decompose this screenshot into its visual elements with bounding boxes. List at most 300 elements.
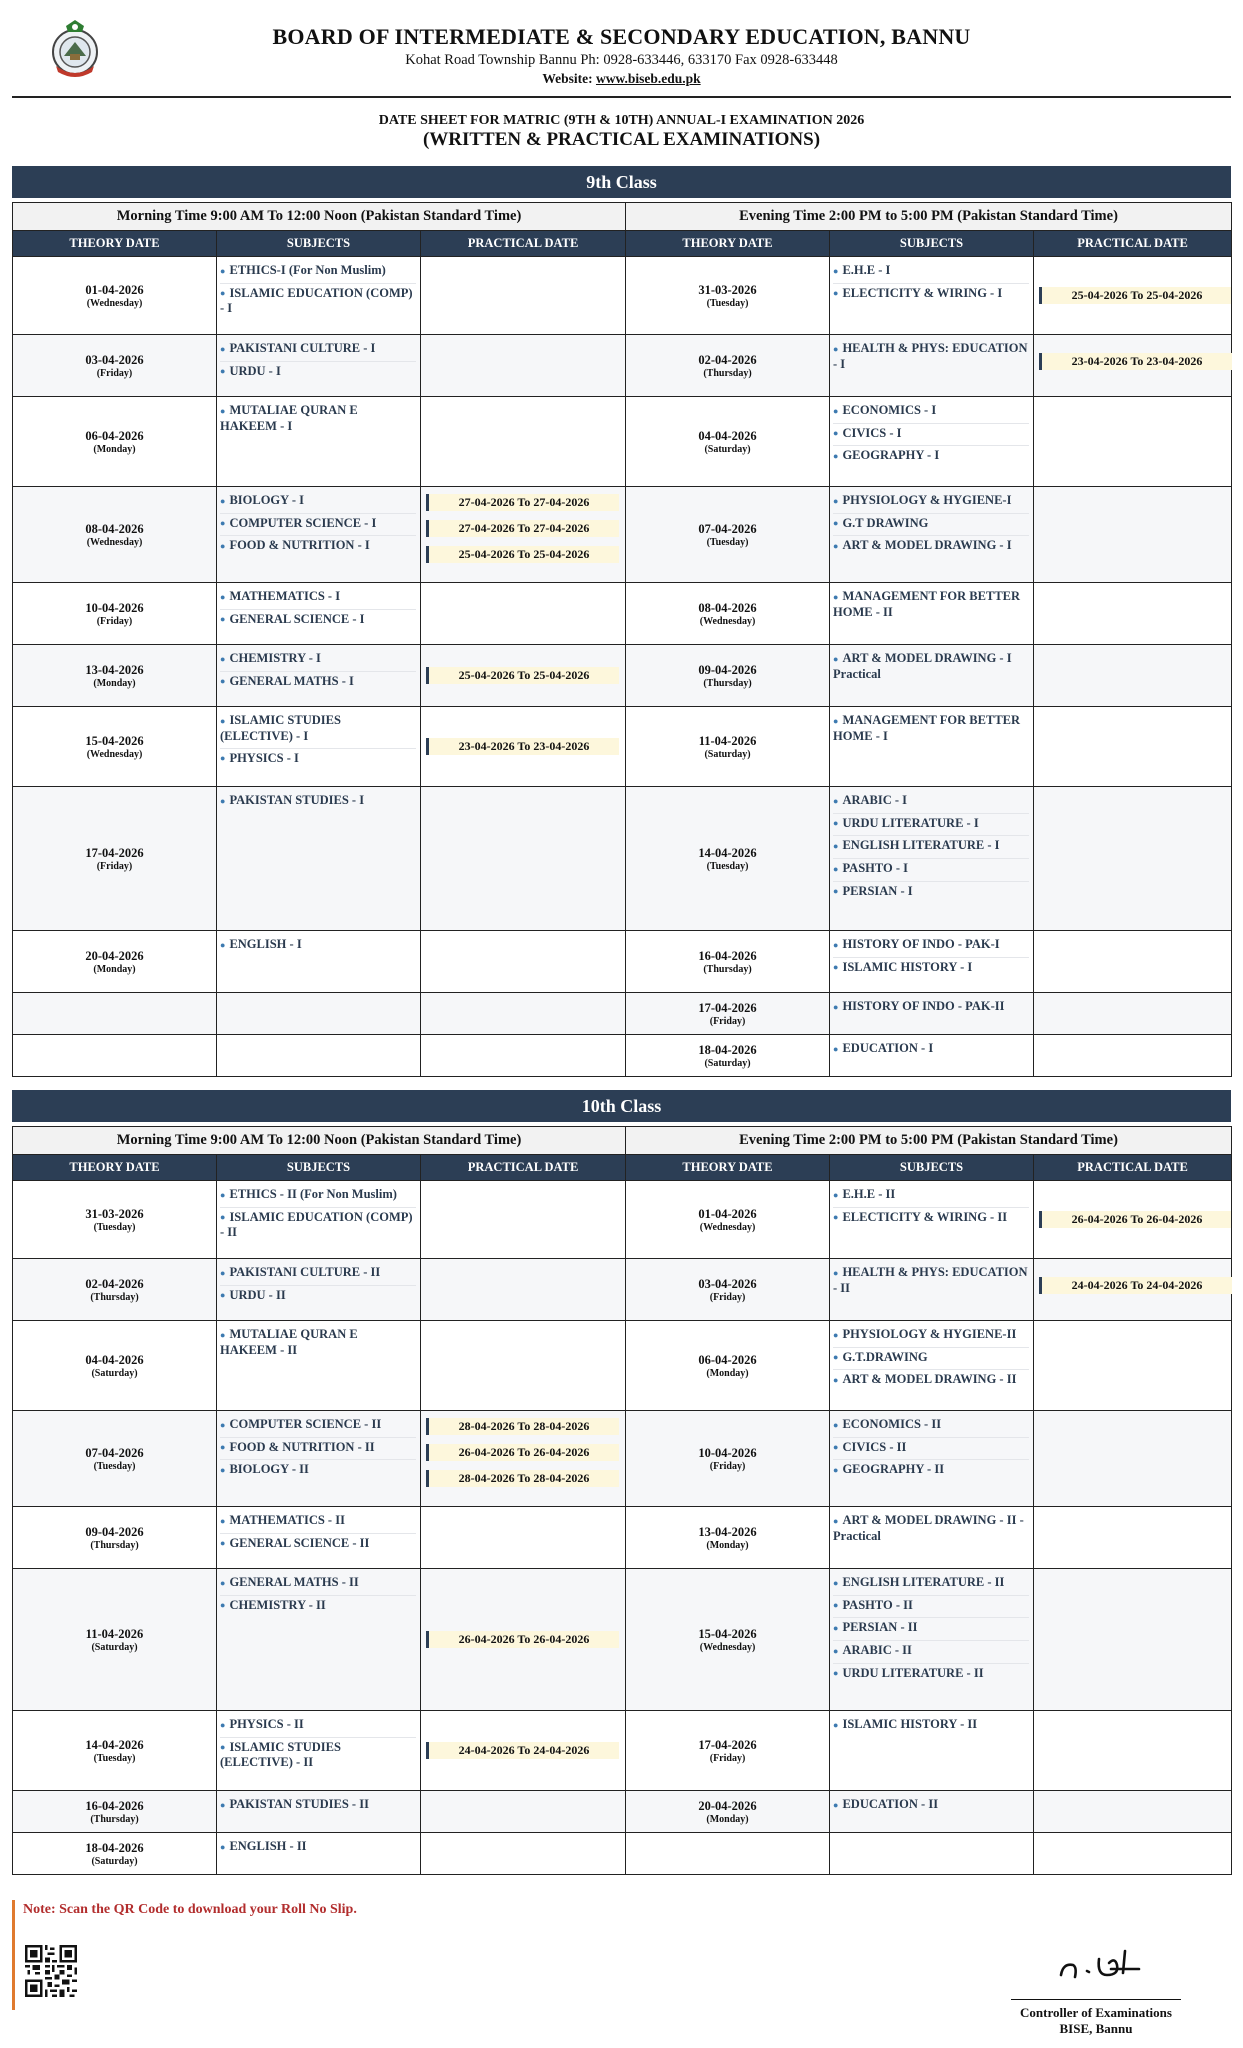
evening-subjects-cell [830,1791,1034,1833]
subject-item [220,672,416,694]
morning-theory-date-cell [13,583,217,645]
class-banner: 10th Class [12,1090,1231,1122]
practical-date-badge: 25-04-2026 To 25-04-2026 [426,667,619,684]
evening-practical-date-cell [1034,1711,1232,1791]
subject-item [833,1511,1029,1548]
subject-name: BIOLOGY - II [229,1462,309,1477]
theory-day: (Saturday) [91,1641,138,1653]
theory-day: (Saturday) [704,748,751,760]
theory-date: 16-04-2026 [698,948,757,963]
bullet-dot-icon: ● [833,518,839,529]
morning-theory-date-cell [13,1181,217,1259]
theory-date: 04-04-2026 [85,1352,144,1367]
subject-name: PAKISTANI CULTURE - I [229,341,376,355]
practical-date-badge: 27-04-2026 To 27-04-2026 [426,520,619,537]
bullet-dot-icon: ● [833,1515,839,1526]
theory-day: (Wednesday) [699,1641,756,1653]
theory-date: 14-04-2026 [698,845,757,860]
bullet-dot-icon: ● [833,591,839,602]
evening-theory-date-cell [626,583,830,645]
subject-item [833,1596,1029,1619]
bullet-dot-icon: ● [833,1001,839,1012]
theory-date: 18-04-2026 [85,1840,144,1855]
subject-item [833,491,1029,514]
session-row [13,203,1232,231]
signature-block [811,1925,1231,2045]
evening-subjects-cell [830,993,1034,1035]
practical-line [424,520,622,546]
bullet-dot-icon: ● [220,1267,226,1278]
page-footer [12,1900,1231,2045]
theory-day: (Friday) [96,860,133,872]
theory-date: 03-04-2026 [85,352,144,367]
practical-date-badge: 28-04-2026 To 28-04-2026 [426,1470,619,1487]
morning-subjects-cell [217,1569,421,1711]
date-sheet-table [12,1126,1232,1875]
theory-date: 14-04-2026 [85,1737,144,1752]
subject-item [833,1715,1029,1737]
subject-item [220,284,416,321]
subject-item [833,401,1029,424]
bullet-dot-icon: ● [833,495,839,506]
morning-theory-date-cell [13,993,217,1035]
morning-practical-date-cell [421,1181,626,1259]
evening-practical-date-cell [1034,583,1232,645]
subject-item [833,284,1029,306]
morning-practical-date-cell [421,257,626,335]
subject-item [220,1511,416,1534]
subject-name: GEOGRAPHY - II [842,1462,945,1477]
subject-name: URDU - I [229,363,281,378]
subject-name: ECONOMICS - I [842,403,937,417]
subject-name: MANAGEMENT FOR BETTER HOME - I [833,713,1021,743]
morning-theory-date-cell [13,1507,217,1569]
subject-item [220,935,416,957]
bullet-dot-icon: ● [220,1538,226,1549]
theory-day: (Friday) [709,1752,746,1764]
subject-item [220,1415,416,1438]
subject-item [220,649,416,672]
evening-subjects-cell [830,487,1034,583]
subject-item [833,1664,1029,1686]
morning-theory-date-cell [13,1833,217,1875]
morning-theory-date-cell [13,1791,217,1833]
subject-item [220,1263,416,1286]
subject-name: ECONOMICS - II [842,1417,942,1431]
theory-date: 13-04-2026 [85,662,144,677]
theory-date: 09-04-2026 [698,662,757,677]
evening-practical-date-cell [1034,787,1232,931]
subject-name: CHEMISTRY - I [229,651,321,665]
theory-day: (Wednesday) [86,748,143,760]
practical-date-badge: 24-04-2026 To 24-04-2026 [426,1742,619,1759]
morning-theory-date-cell [13,787,217,931]
subject-item [833,1438,1029,1461]
subject-name: ART & MODEL DRAWING - II [842,1372,1017,1387]
subject-name: HISTORY OF INDO - PAK-I [842,937,1000,951]
subject-name: ARABIC - I [842,793,908,807]
theory-day: (Thursday) [90,1539,139,1551]
bullet-dot-icon: ● [220,1515,226,1526]
theory-day: (Friday) [96,615,133,627]
subject-item [220,536,416,558]
bullet-dot-icon: ● [220,591,226,602]
morning-theory-header: THEORY DATE [13,231,217,257]
subject-name: MATHEMATICS - II [229,1513,345,1527]
evening-theory-date-cell [626,1411,830,1507]
morning-theory-date-cell [13,1321,217,1411]
evening-subjects-cell [830,707,1034,787]
subject-item [833,1208,1029,1230]
evening-theory-date-cell [626,1181,830,1259]
theory-day: (Monday) [706,1539,749,1551]
subject-item [220,261,416,284]
theory-day: (Monday) [706,1813,749,1825]
subject-name: URDU - II [229,1287,286,1302]
subject-name: ART & MODEL DRAWING - I [842,538,1012,553]
table-row [13,1411,1232,1507]
subject-item [220,1286,416,1308]
theory-date: 17-04-2026 [698,1000,757,1015]
evening-theory-date-cell [626,1259,830,1321]
subject-name: GEOGRAPHY - I [842,448,940,463]
column-header-row [13,1155,1232,1181]
subject-item [220,1208,416,1245]
subject-item [833,424,1029,447]
morning-subjects-header: SUBJECTS [217,1155,421,1181]
bullet-dot-icon: ● [220,653,226,664]
page-header [0,0,1243,96]
morning-subjects-cell [217,931,421,993]
bullet-dot-icon: ● [220,518,226,529]
bullet-dot-icon: ● [220,676,226,687]
evening-subjects-cell [830,1411,1034,1507]
bullet-dot-icon: ● [220,288,226,299]
subject-item [220,401,416,438]
bullet-dot-icon: ● [220,1290,226,1301]
evening-practical-date-cell [1034,1321,1232,1411]
bullet-dot-icon: ● [833,450,839,461]
subject-name: ETHICS-I (For Non Muslim) [229,263,386,277]
subject-item [220,1738,416,1775]
bullet-dot-icon: ● [220,1329,226,1340]
bullet-dot-icon: ● [833,863,839,874]
theory-date: 13-04-2026 [698,1524,757,1539]
evening-practical-date-cell [1034,1507,1232,1569]
morning-subjects-cell [217,1507,421,1569]
subject-item [833,261,1029,284]
evening-practical-date-cell [1034,931,1232,993]
morning-subjects-header: SUBJECTS [217,231,421,257]
evening-practical-date-cell [1034,487,1232,583]
session-row [13,1127,1232,1155]
evening-theory-date-cell [626,707,830,787]
evening-theory-date-cell [626,1035,830,1077]
evening-practical-date-cell [1034,335,1232,397]
subject-name: ELECTICITY & WIRING - I [842,285,1003,300]
bullet-dot-icon: ● [833,962,839,973]
bullet-dot-icon: ● [220,540,226,551]
theory-date: 07-04-2026 [85,1445,144,1460]
bullet-dot-icon: ● [833,405,839,416]
morning-theory-date-cell [13,645,217,707]
subject-item [220,1460,416,1482]
evening-practical-date-cell [1034,1035,1232,1077]
bullet-dot-icon: ● [833,1212,839,1223]
table-row [13,787,1232,931]
bullet-dot-icon: ● [220,343,226,354]
table-row [13,1035,1232,1077]
practical-date-badge: 23-04-2026 To 23-04-2026 [1039,353,1232,370]
morning-subjects-cell [217,397,421,487]
qr-code-icon[interactable] [25,1945,77,1997]
bullet-dot-icon: ● [220,1742,226,1753]
subject-item [833,649,1029,686]
morning-theory-date-cell [13,1711,217,1791]
evening-theory-date-cell [626,1321,830,1411]
morning-theory-date-cell [13,931,217,993]
subject-item [220,1837,416,1859]
subject-name: HEALTH & PHYS: EDUCATION - I [833,341,1028,371]
morning-subjects-cell [217,1711,421,1791]
table-row [13,487,1232,583]
morning-subjects-cell [217,257,421,335]
evening-theory-date-cell [626,787,830,931]
practical-date-badge: 25-04-2026 To 25-04-2026 [426,546,619,563]
qr-note: Note: Scan the QR Code to download your Roll No Slip. [23,1902,357,1917]
subject-name: GENERAL MATHS - I [229,673,354,688]
evening-theory-date-cell [626,645,830,707]
theory-date: 31-03-2026 [698,282,757,297]
theory-date: 15-04-2026 [698,1626,757,1641]
morning-practical-date-cell [421,1321,626,1411]
evening-subjects-cell [830,583,1034,645]
bullet-dot-icon: ● [833,1622,839,1633]
morning-practical-header: PRACTICAL DATE [421,231,626,257]
evening-practical-date-cell [1034,1259,1232,1321]
evening-theory-header: THEORY DATE [626,1155,830,1181]
bullet-dot-icon: ● [220,1212,226,1223]
subject-item [833,1573,1029,1596]
subject-name: PHYSICS - II [229,1717,304,1731]
subject-name: ISLAMIC EDUCATION (COMP) - II [220,1209,413,1240]
theory-day: (Tuesday) [706,536,749,548]
practical-line [424,1418,622,1444]
practical-line [1037,353,1228,379]
theory-day: (Saturday) [91,1855,138,1867]
bullet-dot-icon: ● [220,1419,226,1430]
evening-practical-date-cell [1034,707,1232,787]
theory-date: 20-04-2026 [85,948,144,963]
subject-item [833,711,1029,748]
subject-item [220,749,416,771]
subject-item [833,587,1029,624]
morning-practical-date-cell [421,645,626,707]
subject-item [220,362,416,384]
subject-item [833,1795,1029,1817]
morning-practical-header: PRACTICAL DATE [421,1155,626,1181]
morning-theory-date-cell [13,707,217,787]
subject-name: E.H.E - II [842,1187,896,1201]
bullet-dot-icon: ● [833,653,839,664]
subject-item [220,1534,416,1556]
bullet-dot-icon: ● [833,715,839,726]
table-row [13,1711,1232,1791]
bullet-dot-icon: ● [220,939,226,950]
table-row [13,257,1232,335]
bullet-dot-icon: ● [833,1600,839,1611]
subject-name: PASHTO - I [842,860,908,875]
theory-date: 09-04-2026 [85,1524,144,1539]
subject-name: CHEMISTRY - II [229,1597,326,1612]
website-line [0,71,1243,87]
morning-subjects-cell [217,787,421,931]
evening-practical-date-cell [1034,1791,1232,1833]
subject-name: ENGLISH LITERATURE - II [842,1575,1005,1589]
subject-item [220,610,416,632]
evening-subjects-cell [830,335,1034,397]
practical-date-badge: 23-04-2026 To 23-04-2026 [426,738,619,755]
morning-theory-date-cell [13,1259,217,1321]
evening-subjects-cell [830,1833,1034,1875]
bullet-dot-icon: ● [833,1189,839,1200]
morning-practical-date-cell [421,1259,626,1321]
subject-name: ISLAMIC EDUCATION (COMP) - I [220,285,413,316]
evening-practical-header: PRACTICAL DATE [1034,1155,1232,1181]
bullet-dot-icon: ● [833,1352,839,1363]
theory-date: 10-04-2026 [698,1445,757,1460]
practical-date-badge: 24-04-2026 To 24-04-2026 [1039,1277,1232,1294]
subject-item [833,1641,1029,1664]
subject-item [833,859,1029,882]
theory-day: (Thursday) [703,963,752,975]
bullet-dot-icon: ● [220,715,226,726]
morning-theory-date-cell [13,1035,217,1077]
bullet-dot-icon: ● [220,1799,226,1810]
date-sheet-table [12,202,1232,1077]
bullet-dot-icon: ● [220,795,226,806]
sheet-titles [0,113,1243,151]
practical-date-badge: 28-04-2026 To 28-04-2026 [426,1418,619,1435]
theory-day: (Wednesday) [86,297,143,309]
subject-name: PHYSIOLOGY & HYGIENE-I [842,493,1012,507]
theory-day: (Tuesday) [706,860,749,872]
subject-name: URDU LITERATURE - I [842,815,979,830]
bullet-dot-icon: ● [833,1267,839,1278]
bullet-dot-icon: ● [833,540,839,551]
morning-theory-date-cell [13,1411,217,1507]
evening-theory-header: THEORY DATE [626,231,830,257]
table-row [13,1507,1232,1569]
theory-date: 31-03-2026 [85,1206,144,1221]
theory-date: 17-04-2026 [85,845,144,860]
subject-name: ISLAMIC STUDIES (ELECTIVE) - II [220,1739,341,1770]
website-link[interactable]: www.biseb.edu.pk [595,71,701,86]
subject-item [833,514,1029,537]
column-header-row [13,231,1232,257]
theory-date: 01-04-2026 [85,282,144,297]
practical-date-badge: 26-04-2026 To 26-04-2026 [1039,1211,1232,1228]
bullet-dot-icon: ● [220,405,226,416]
board-name: BOARD OF INTERMEDIATE & SECONDARY EDUCATION, BANNU [272,24,971,49]
morning-subjects-cell [217,583,421,645]
subject-name: PASHTO - II [842,1597,913,1612]
theory-day: (Thursday) [703,677,752,689]
sheet-title: DATE SHEET FOR MATRIC (9TH & 10TH) ANNUAL-I EXAMINATION 2026 [378,113,865,128]
subject-name: MUTALIAE QURAN E HAKEEM - I [220,403,358,433]
subject-name: HISTORY OF INDO - PAK-II [842,999,1005,1013]
table-row [13,583,1232,645]
morning-subjects-cell [217,1035,421,1077]
morning-subjects-cell [217,707,421,787]
theory-date: 08-04-2026 [85,521,144,536]
theory-day: (Tuesday) [93,1752,136,1764]
table-row [13,1569,1232,1711]
bullet-dot-icon: ● [220,1577,226,1588]
subject-name: EDUCATION - II [842,1797,939,1811]
bullet-dot-icon: ● [220,1841,226,1852]
table-row [13,993,1232,1035]
theory-date: 06-04-2026 [698,1352,757,1367]
morning-practical-date-cell [421,1035,626,1077]
morning-practical-date-cell [421,397,626,487]
signer-org: BISE, Bannu [1059,2021,1133,2036]
subject-name: MUTALIAE QURAN E HAKEEM - II [220,1327,358,1357]
subject-item [833,836,1029,859]
theory-date: 02-04-2026 [85,1276,144,1291]
morning-practical-date-cell [421,487,626,583]
table-row [13,1833,1232,1875]
practical-date-badge: 27-04-2026 To 27-04-2026 [426,494,619,511]
subject-name: FOOD & NUTRITION - I [229,538,370,553]
bullet-dot-icon: ● [220,1189,226,1200]
evening-session-header: Evening Time 2:00 PM to 5:00 PM (Pakistan Standard Time) [626,203,1232,231]
subject-name: ISLAMIC STUDIES (ELECTIVE) - I [220,713,341,743]
morning-practical-date-cell [421,1507,626,1569]
subject-name: ART & MODEL DRAWING - II - Practical [833,1513,1024,1543]
bullet-dot-icon: ● [833,840,839,851]
theory-day: (Tuesday) [93,1460,136,1472]
theory-day: (Monday) [93,963,136,975]
theory-date: 04-04-2026 [698,428,757,443]
subject-name: ARABIC - II [842,1642,912,1657]
class-10-section [12,1090,1231,1875]
theory-date: 07-04-2026 [698,521,757,536]
evening-theory-date-cell [626,1507,830,1569]
bullet-dot-icon: ● [833,1464,839,1475]
bullet-dot-icon: ● [833,1419,839,1430]
morning-subjects-cell [217,993,421,1035]
subject-item [833,339,1029,376]
theory-day: (Thursday) [90,1813,139,1825]
practical-date-badge: 26-04-2026 To 26-04-2026 [426,1444,619,1461]
morning-theory-date-cell [13,257,217,335]
header-divider [12,96,1231,98]
morning-practical-date-cell [421,583,626,645]
morning-subjects-cell [217,645,421,707]
morning-session-header: Morning Time 9:00 AM To 12:00 Noon (Pakistan Standard Time) [13,1127,626,1155]
morning-practical-date-cell [421,335,626,397]
bullet-dot-icon: ● [833,1442,839,1453]
subject-name: MANAGEMENT FOR BETTER HOME - II [833,589,1021,619]
table-row [13,335,1232,397]
table-row [13,707,1232,787]
subject-name: URDU LITERATURE - II [842,1665,984,1680]
table-row [13,931,1232,993]
subject-name: ART & MODEL DRAWING - I Practical [833,651,1012,681]
evening-theory-date-cell [626,335,830,397]
evening-subjects-cell [830,1507,1034,1569]
